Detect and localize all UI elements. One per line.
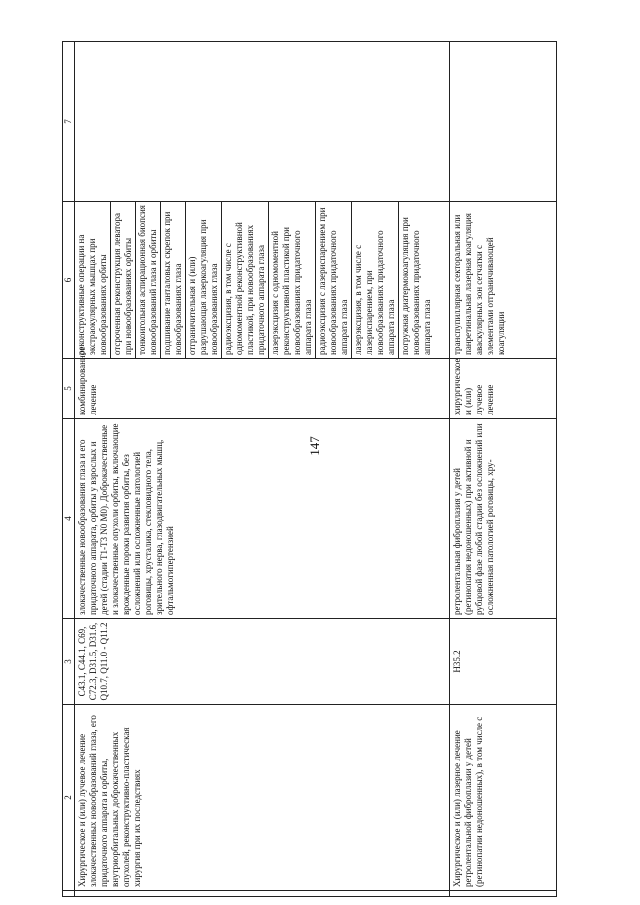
treatment-type-cell: комбинированное лечение	[75, 359, 450, 419]
patient-model-cell: злокачественные новообразования глаза и его придаточного аппарата, орбиты у взрослых и детей (стадии T1-T3 N0 M0). Доброкачественные и злокачественные опухоли орбиты, включающие врожденные пороки развития орбиты, без осложнений или осложненные патологией роговицы, хрусталика, стекловидного тела, зрительного нерва, глазодвигательных мышц, офтальмогипертензией	[75, 419, 450, 619]
header-row	[63, 42, 75, 897]
methods-cell: транспупиллярная секторальная или панретинальная лазерная коагуляция аваскулярных зон сетчатки с элементами отграничивающей коагуляции	[450, 202, 557, 359]
method-item: отсроченная реконструкция леватора при новообразованиях орбиты	[110, 202, 135, 358]
method-item: тонкоигольная аспирационная биопсия новообразований глаза и орбиты	[135, 202, 160, 358]
patient-model-cell: ретролентальная фиброплазия у детей (ретинопатия недоношенных) при активной и рубцовой фазе любой стадии без осложнений или осложненная патологией роговицы, хру-	[450, 419, 557, 619]
header-col-7: 7	[63, 42, 75, 202]
treatment-table	[62, 41, 557, 897]
icd-codes-cell: H35.2	[450, 619, 557, 705]
row-marker-cell	[450, 891, 557, 897]
header-col-3: 3	[63, 619, 75, 705]
row-marker-cell	[75, 891, 450, 897]
header-col-4: 4	[63, 419, 75, 619]
method-item: реконструктивные операции на экстраокулярных мышцах при новообразованиях орбиты	[76, 234, 108, 355]
header-col-5: 5	[63, 359, 75, 419]
method-group-cell: Хирургическое и (или) лучевое лечение злокачественных новообразований глаза, его придаточного аппарата и орбиты, внутриорбитальных доброкачественных опухолей, реконструктивно-пластическая хирургия при их последствиях	[75, 705, 450, 891]
page-number: 147	[307, 436, 322, 456]
header-col-1	[63, 891, 75, 897]
method-item: подшивание танталовых скрепок при новообразованиях глаза	[160, 202, 185, 358]
method-item: радиоэксцизия с лазериспарением при новообразованиях придаточного аппарата глаза	[315, 202, 351, 358]
method-item: отграничительная и (или) разрушающая лазеркоагуляция при новообразованиях глаза	[185, 202, 221, 358]
methods-cell	[75, 202, 450, 359]
header-col-6: 6	[63, 202, 75, 359]
method-group-cell: Хирургическое и (или) лазерное лечение ретролентальной фиброплазии у детей (ретинопатии недоношенных), в том числе с	[450, 705, 557, 891]
method-item: погружная диатермокоагуляция при новообразованиях придаточного аппарата глаза	[398, 202, 434, 358]
header-col-2: 2	[63, 705, 75, 891]
method-item: лазерэксцизия с одномоментной реконструктивной пластикой при новообразованиях придаточного аппарата глаза	[268, 202, 315, 358]
column-7-cell	[450, 42, 557, 202]
icd-codes-cell: C43.1, C44.1, C69, C72.3, D31.5, D31.6, Q10.7, Q11.0 - Q11.2	[75, 619, 450, 705]
column-7-cell	[75, 42, 450, 202]
table-row	[450, 42, 557, 897]
method-item: лазерэксцизия, в том числе с лазериспарением, при новообразованиях придаточного аппарата глаза	[351, 202, 398, 358]
treatment-type-cell: хирургическое и (или) лучевое лечение	[450, 359, 557, 419]
table-row	[75, 42, 450, 897]
method-item: радиоэксцизия, в том числе с одномоментной реконструктивной пластикой, при новообразованиях придаточного аппарата глаза	[221, 202, 268, 358]
rotated-table-wrapper	[62, 42, 557, 897]
